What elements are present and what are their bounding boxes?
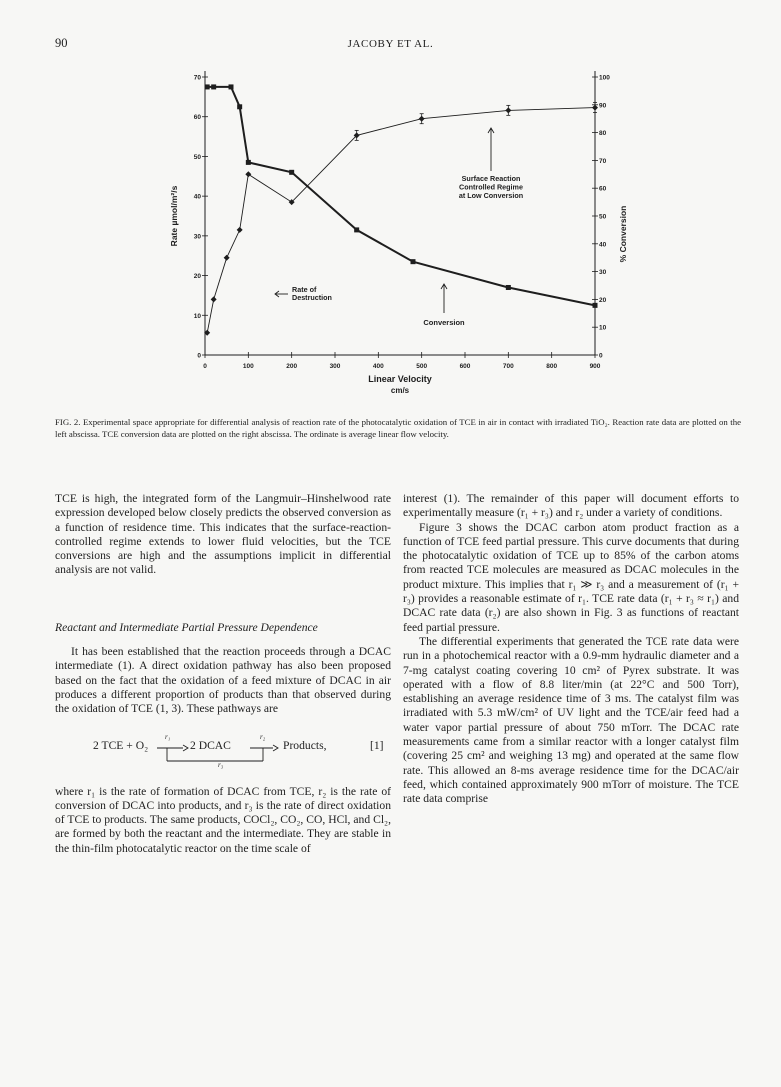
y-left-tick-label: 60 <box>193 114 201 122</box>
rate-point <box>246 160 251 165</box>
x-tick-label: 800 <box>546 363 558 370</box>
y-right-tick-label: 60 <box>599 185 607 193</box>
y-right-axis-label: % Conversion <box>618 205 628 263</box>
y-left-axis-label: Rate µmol/m²/s <box>169 185 179 247</box>
x-axis-label: Linear Velocity <box>368 374 432 384</box>
right-paragraph-1: interest (1). The remainder of this paper will document efforts to experimentally measure (r₁ + r₃) and r₂ under a variety of conditions. <box>403 492 739 520</box>
y-right-tick-label: 30 <box>599 269 607 277</box>
y-left-tick-label: 30 <box>193 233 201 241</box>
left-paragraph-1: TCE is high, the integrated form of the Langmuir–Hinshelwood rate expression developed below closely predicts the observed conversion as a function of residence time. This indicates that the surface-reaction-controlled regime extends to lower fluid velocities, but the TCE conversions are high and the assumptions implicit in differential analysis are not valid. <box>55 492 391 577</box>
y-left-tick-label: 20 <box>193 273 201 281</box>
y-right-tick-label: 100 <box>599 74 610 82</box>
equation-bypass-arrow <box>167 739 287 769</box>
left-paragraph-3: where r₁ is the rate of formation of DCAC from TCE, r₂ is the rate of conversion of DCAC into products, and r₃ is the rate of direct oxidation of TCE to products. The same products, COCl₂, CO₂, CO, HCl, and Cl₂, are formed by both the reactant and the intermediate. They are stable in the thin-film photocatalytic reactor on the time scale of <box>55 784 391 855</box>
rate-annotation-line1: Rate of <box>292 285 317 294</box>
rate-point <box>593 303 598 308</box>
equation-number: [1] <box>370 738 384 752</box>
caption-text: Experimental space appropriate for differential analysis of reaction rate of the photocatalytic oxidation of TCE in air in contact with irradiated TiO₂. Reaction rate data are plotted on the left abscissa. TCE conversion data are plotted on the right abscissa. The ordinate is average linear flow velocity. <box>55 417 742 439</box>
series-line-conversion <box>207 108 595 333</box>
y-right-tick-label: 10 <box>599 324 607 332</box>
rate-point <box>211 84 216 89</box>
y-right-tick-label: 0 <box>599 352 603 360</box>
conversion-point <box>211 296 217 302</box>
x-tick-label: 300 <box>329 363 341 370</box>
rate-point <box>354 227 359 232</box>
surface-annotation-line: at Low Conversion <box>458 191 524 200</box>
y-right-tick-label: 20 <box>599 296 607 304</box>
equation-1 <box>55 731 391 771</box>
conversion-point <box>245 171 251 177</box>
right-paragraph-2: Figure 3 shows the DCAC carbon atom product fraction as a function of TCE feed partial pressure. This curve documents that during the photocatalytic oxidation of TCE up to 85% of the carbon atoms from reacted TCE molecules are measured as DCAC molecules in the product mixture. This implies that r₁ ≫ r₃ and a measurement of (r₁ + r₃) provides a reasonable estimate of r₁. TCE rate data (r₁ + r₃ ≈ r₁) and DCAC rate data (r₂) are also shown in Fig. 3 as functions of reactant feed partial pressure. <box>403 520 739 634</box>
x-tick-label: 600 <box>459 363 471 370</box>
equation-r1: r₁ <box>165 732 171 741</box>
rate-point <box>411 259 416 264</box>
chart <box>150 55 630 395</box>
y-right-tick-label: 70 <box>599 157 607 165</box>
caption-label: FIG. 2. <box>55 417 81 427</box>
conversion-annotation-label: Conversion <box>423 318 465 327</box>
y-left-tick-label: 70 <box>193 74 201 82</box>
right-column <box>403 492 739 807</box>
figure-2 <box>150 55 630 395</box>
y-right-tick-label: 50 <box>599 213 607 221</box>
x-tick-label: 100 <box>242 363 254 370</box>
y-left-tick-label: 0 <box>197 352 201 360</box>
y-left-tick-label: 40 <box>193 193 201 201</box>
rate-point <box>205 84 210 89</box>
rate-point <box>289 170 294 175</box>
figure-caption <box>55 416 741 440</box>
x-tick-label: 0 <box>203 363 207 370</box>
y-left-tick-label: 50 <box>193 153 201 161</box>
right-paragraph-3: The differential experiments that generated the TCE rate data were run in a photochemical reactor with a 0.9-mm hydraulic diameter and a 7-mg catalyst coating covering 10 cm² of Pyrex substrate. It was operated with a flow of 8.8 liter/min (at 22°C and 500 Torr), establishing an average residence time of 3 ms. The catalyst film was irradiated with 5.3 mW/cm² of UV light and the TCE/air feed had a water vapor partial pressure of about 750 mTorr. The DCAC rate measurements came from a similar reactor with a longer catalyst film (covering 25 cm² and weighing 13 mg) and operated at the same flow rate. This allowed an 8-ms average residence time for the DCAC/air feed, which contained approximately 900 mTorr of moisture. The TCE rate data comprise <box>403 634 739 806</box>
left-paragraph-2: It has been established that the reaction proceeds through a DCAC intermediate (1). A direct oxidation pathway has also been proposed based on the fact that the oxidation of a feed mixture of DCAC in air produces a different proportion of products than that observed during the oxidation of TCE (1, 3). These pathways are <box>55 645 391 716</box>
equation-left: 2 TCE + O₂ <box>93 738 149 752</box>
section-heading: Reactant and Intermediate Partial Pressure Dependence <box>55 620 318 634</box>
x-tick-label: 400 <box>372 363 384 370</box>
x-tick-label: 500 <box>416 363 428 370</box>
y-right-tick-label: 80 <box>599 130 607 138</box>
x-tick-label: 200 <box>286 363 298 370</box>
x-tick-label: 900 <box>589 363 601 370</box>
rate-point <box>506 285 511 290</box>
left-column <box>55 492 391 856</box>
y-left-tick-label: 10 <box>193 312 201 320</box>
equation-right: Products, <box>283 738 327 752</box>
rate-point <box>229 84 234 89</box>
equation-middle: 2 DCAC <box>190 738 231 752</box>
series-line-rate <box>207 87 595 306</box>
rate-annotation-line2: Destruction <box>292 293 332 302</box>
page-number: 90 <box>55 36 68 50</box>
conversion-point <box>237 227 243 233</box>
surface-annotation-line: Surface Reaction <box>461 174 521 183</box>
running-head: JACOBY ET AL. <box>347 38 434 50</box>
y-right-tick-label: 90 <box>599 102 607 110</box>
equation-r3: r₃ <box>218 760 224 769</box>
x-tick-label: 700 <box>502 363 514 370</box>
y-right-tick-label: 40 <box>599 241 607 249</box>
x-axis-units: cm/s <box>390 386 410 395</box>
surface-annotation-line: Controlled Regime <box>459 182 523 192</box>
equation-r2: r₂ <box>260 732 266 741</box>
rate-point <box>237 104 242 109</box>
conversion-point <box>224 255 230 261</box>
